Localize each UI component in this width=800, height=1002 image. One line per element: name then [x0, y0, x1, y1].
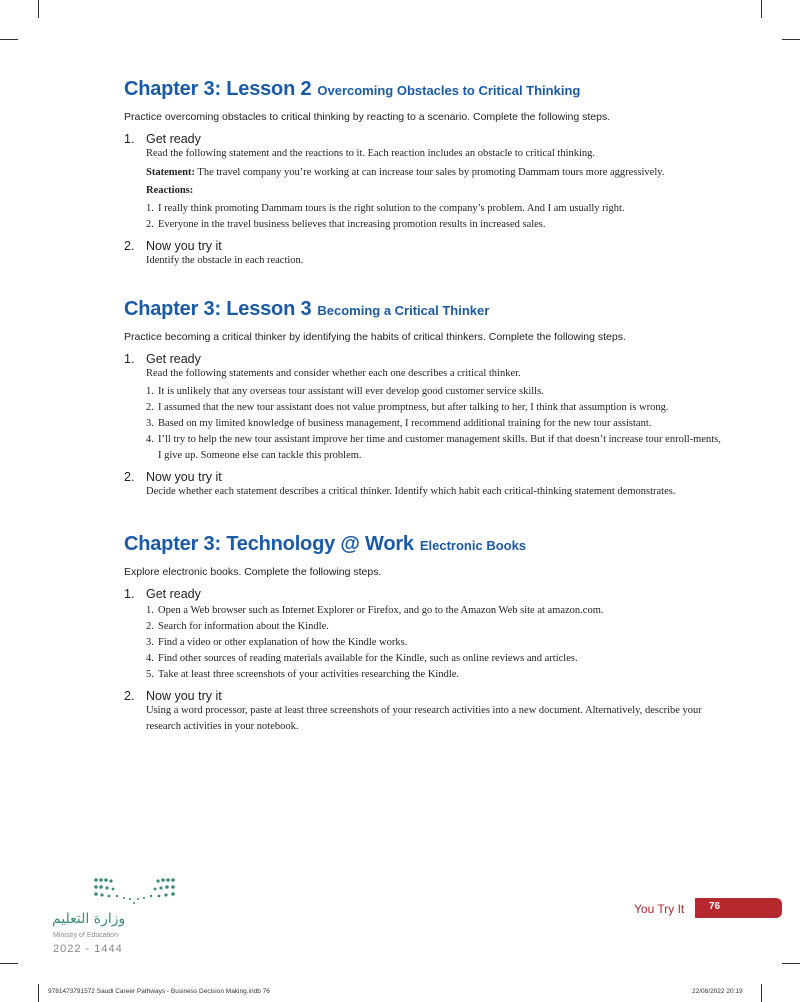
- item-number: 4.: [146, 434, 154, 445]
- list-item: [146, 651, 724, 667]
- crop-mark: [38, 0, 39, 18]
- step-text: Using a word processor, paste at least three screenshots of your research activities into a new document. Alternatively, describe your research activities in your notebook.: [146, 705, 702, 732]
- crop-mark: [0, 963, 18, 964]
- item-text: Based on my limited knowledge of business management, I recommend additional training for the new tour assistant.: [158, 418, 652, 429]
- chapter-subtitle: Electronic Books: [419, 538, 527, 553]
- step-number: 1.: [124, 132, 135, 146]
- item-text: Open a Web browser such as Internet Explorer or Firefox, and go to the Amazon Web site at amazon.com.: [158, 605, 604, 616]
- step-text: Read the following statement and the reactions to it. Each reaction includes an obstacle to critical thinking.: [146, 148, 596, 159]
- step-number: 2.: [124, 689, 135, 703]
- step-heading: [124, 239, 724, 253]
- step-heading: [124, 352, 724, 366]
- section-heading: [124, 78, 724, 101]
- step-number: 1.: [124, 352, 135, 366]
- step-heading: [124, 689, 724, 703]
- step-body: [124, 484, 724, 500]
- chapter-title: Chapter 3: Lesson 3: [124, 298, 312, 320]
- item-text: I’ll try to help the new tour assistant improve her time and customer management skills. But if that doesn’t increase tour enroll-ments, I give up. Someone else can tackle this problem.: [158, 434, 721, 461]
- crop-mark: [0, 39, 18, 40]
- item-number: 4.: [146, 653, 154, 664]
- reactions-label: Reactions:: [146, 185, 194, 196]
- list-item: [146, 384, 724, 400]
- item-number: 5.: [146, 669, 154, 680]
- ministry-logo-arabic: وزارة التعليم: [52, 911, 126, 927]
- step-heading: [124, 587, 724, 601]
- chapter-title: Chapter 3: Technology @ Work: [124, 533, 414, 555]
- section-intro: Practice becoming a critical thinker by identifying the habits of critical thinkers. Complete the following steps.: [124, 331, 626, 343]
- crop-mark: [761, 984, 762, 1002]
- chapter-title: Chapter 3: Lesson 2: [124, 78, 312, 100]
- section-intro: Explore electronic books. Complete the following steps.: [124, 566, 382, 578]
- step-heading: [124, 132, 724, 146]
- page-number-tab: [695, 898, 782, 918]
- section-lesson-2: [124, 78, 724, 271]
- list-item: [146, 400, 724, 416]
- step-title: Now you try it: [146, 239, 222, 253]
- step-body: [124, 146, 724, 233]
- list-item: [146, 667, 724, 683]
- step-number: 1.: [124, 587, 135, 601]
- chapter-subtitle: Becoming a Critical Thinker: [317, 303, 490, 318]
- crop-mark: [782, 39, 800, 40]
- section-heading: [124, 298, 724, 321]
- section-lesson-3: [124, 298, 724, 502]
- list-item: [146, 619, 724, 635]
- step-body: [124, 703, 724, 735]
- ministry-logo-dots: [92, 876, 182, 906]
- item-number: 3.: [146, 637, 154, 648]
- list-item: [146, 603, 724, 619]
- item-number: 3.: [146, 418, 154, 429]
- list-item: [146, 432, 724, 464]
- section-heading: [124, 533, 724, 556]
- crop-mark: [38, 984, 39, 1002]
- item-text: I assumed that the new tour assistant does not value promptness, but after talking to her, I think that assumption is wrong.: [158, 402, 669, 413]
- instruction-list: [146, 603, 724, 683]
- step-text: Identify the obstacle in each reaction.: [146, 255, 304, 266]
- page-number: 76: [709, 901, 721, 912]
- print-slug-left: 9781473791572 Saudi Career Pathways - Business Decision Making.indb 76: [48, 988, 270, 995]
- section-intro: Practice overcoming obstacles to critical thinking by reacting to a scenario. Complete the following steps.: [124, 111, 611, 123]
- step-title: Now you try it: [146, 689, 222, 703]
- list-item: [146, 416, 724, 432]
- step-body: [124, 253, 724, 269]
- crop-mark: [761, 0, 762, 18]
- list-item: [146, 201, 724, 217]
- list-item: [146, 635, 724, 651]
- step-title: Get ready: [146, 352, 201, 366]
- statement-list: [146, 384, 724, 464]
- step-body: [124, 603, 724, 683]
- print-slug-right: 22/08/2022 20:19: [692, 988, 743, 995]
- list-item: [146, 217, 724, 233]
- item-text: Search for information about the Kindle.: [158, 621, 329, 632]
- step-number: 2.: [124, 239, 135, 253]
- item-number: 1.: [146, 203, 154, 214]
- item-number: 1.: [146, 605, 154, 616]
- reaction-list: [146, 201, 724, 233]
- chapter-subtitle: Overcoming Obstacles to Critical Thinking: [317, 83, 581, 98]
- step-text: Decide whether each statement describes a critical thinker. Identify which habit each critical-thinking statement demonstrates.: [146, 486, 676, 497]
- statement: [146, 165, 724, 181]
- statement-label: Statement:: [146, 167, 195, 178]
- item-number: 2.: [146, 402, 154, 413]
- item-text: It is unlikely that any overseas tour assistant will ever develop good customer service skills.: [158, 386, 544, 397]
- step-title: Get ready: [146, 132, 201, 146]
- item-number: 2.: [146, 621, 154, 632]
- item-text: Take at least three screenshots of your activities researching the Kindle.: [158, 669, 460, 680]
- step-title: Get ready: [146, 587, 201, 601]
- item-text: Everyone in the travel business believes that increasing promotion results in increased sales.: [158, 219, 546, 230]
- step-body: [124, 366, 724, 464]
- section-technology-at-work: [124, 533, 724, 737]
- item-text: Find a video or other explanation of how the Kindle works.: [158, 637, 408, 648]
- step-heading: [124, 470, 724, 484]
- item-text: Find other sources of reading materials available for the Kindle, such as online reviews and articles.: [158, 653, 578, 664]
- step-text: Read the following statements and consider whether each one describes a critical thinker.: [146, 368, 521, 379]
- item-number: 2.: [146, 219, 154, 230]
- ministry-logo-year: 2022 - 1444: [53, 943, 123, 955]
- item-number: 1.: [146, 386, 154, 397]
- footer-label: You Try It: [634, 902, 685, 916]
- step-number: 2.: [124, 470, 135, 484]
- statement-text: The travel company you’re working at can increase tour sales by promoting Dammam tours more aggressively.: [194, 167, 665, 178]
- crop-mark: [782, 963, 800, 964]
- item-text: I really think promoting Dammam tours is the right solution to the company’s problem. And I am usually right.: [158, 203, 625, 214]
- step-title: Now you try it: [146, 470, 222, 484]
- ministry-logo-english: Ministry of Education: [53, 932, 118, 939]
